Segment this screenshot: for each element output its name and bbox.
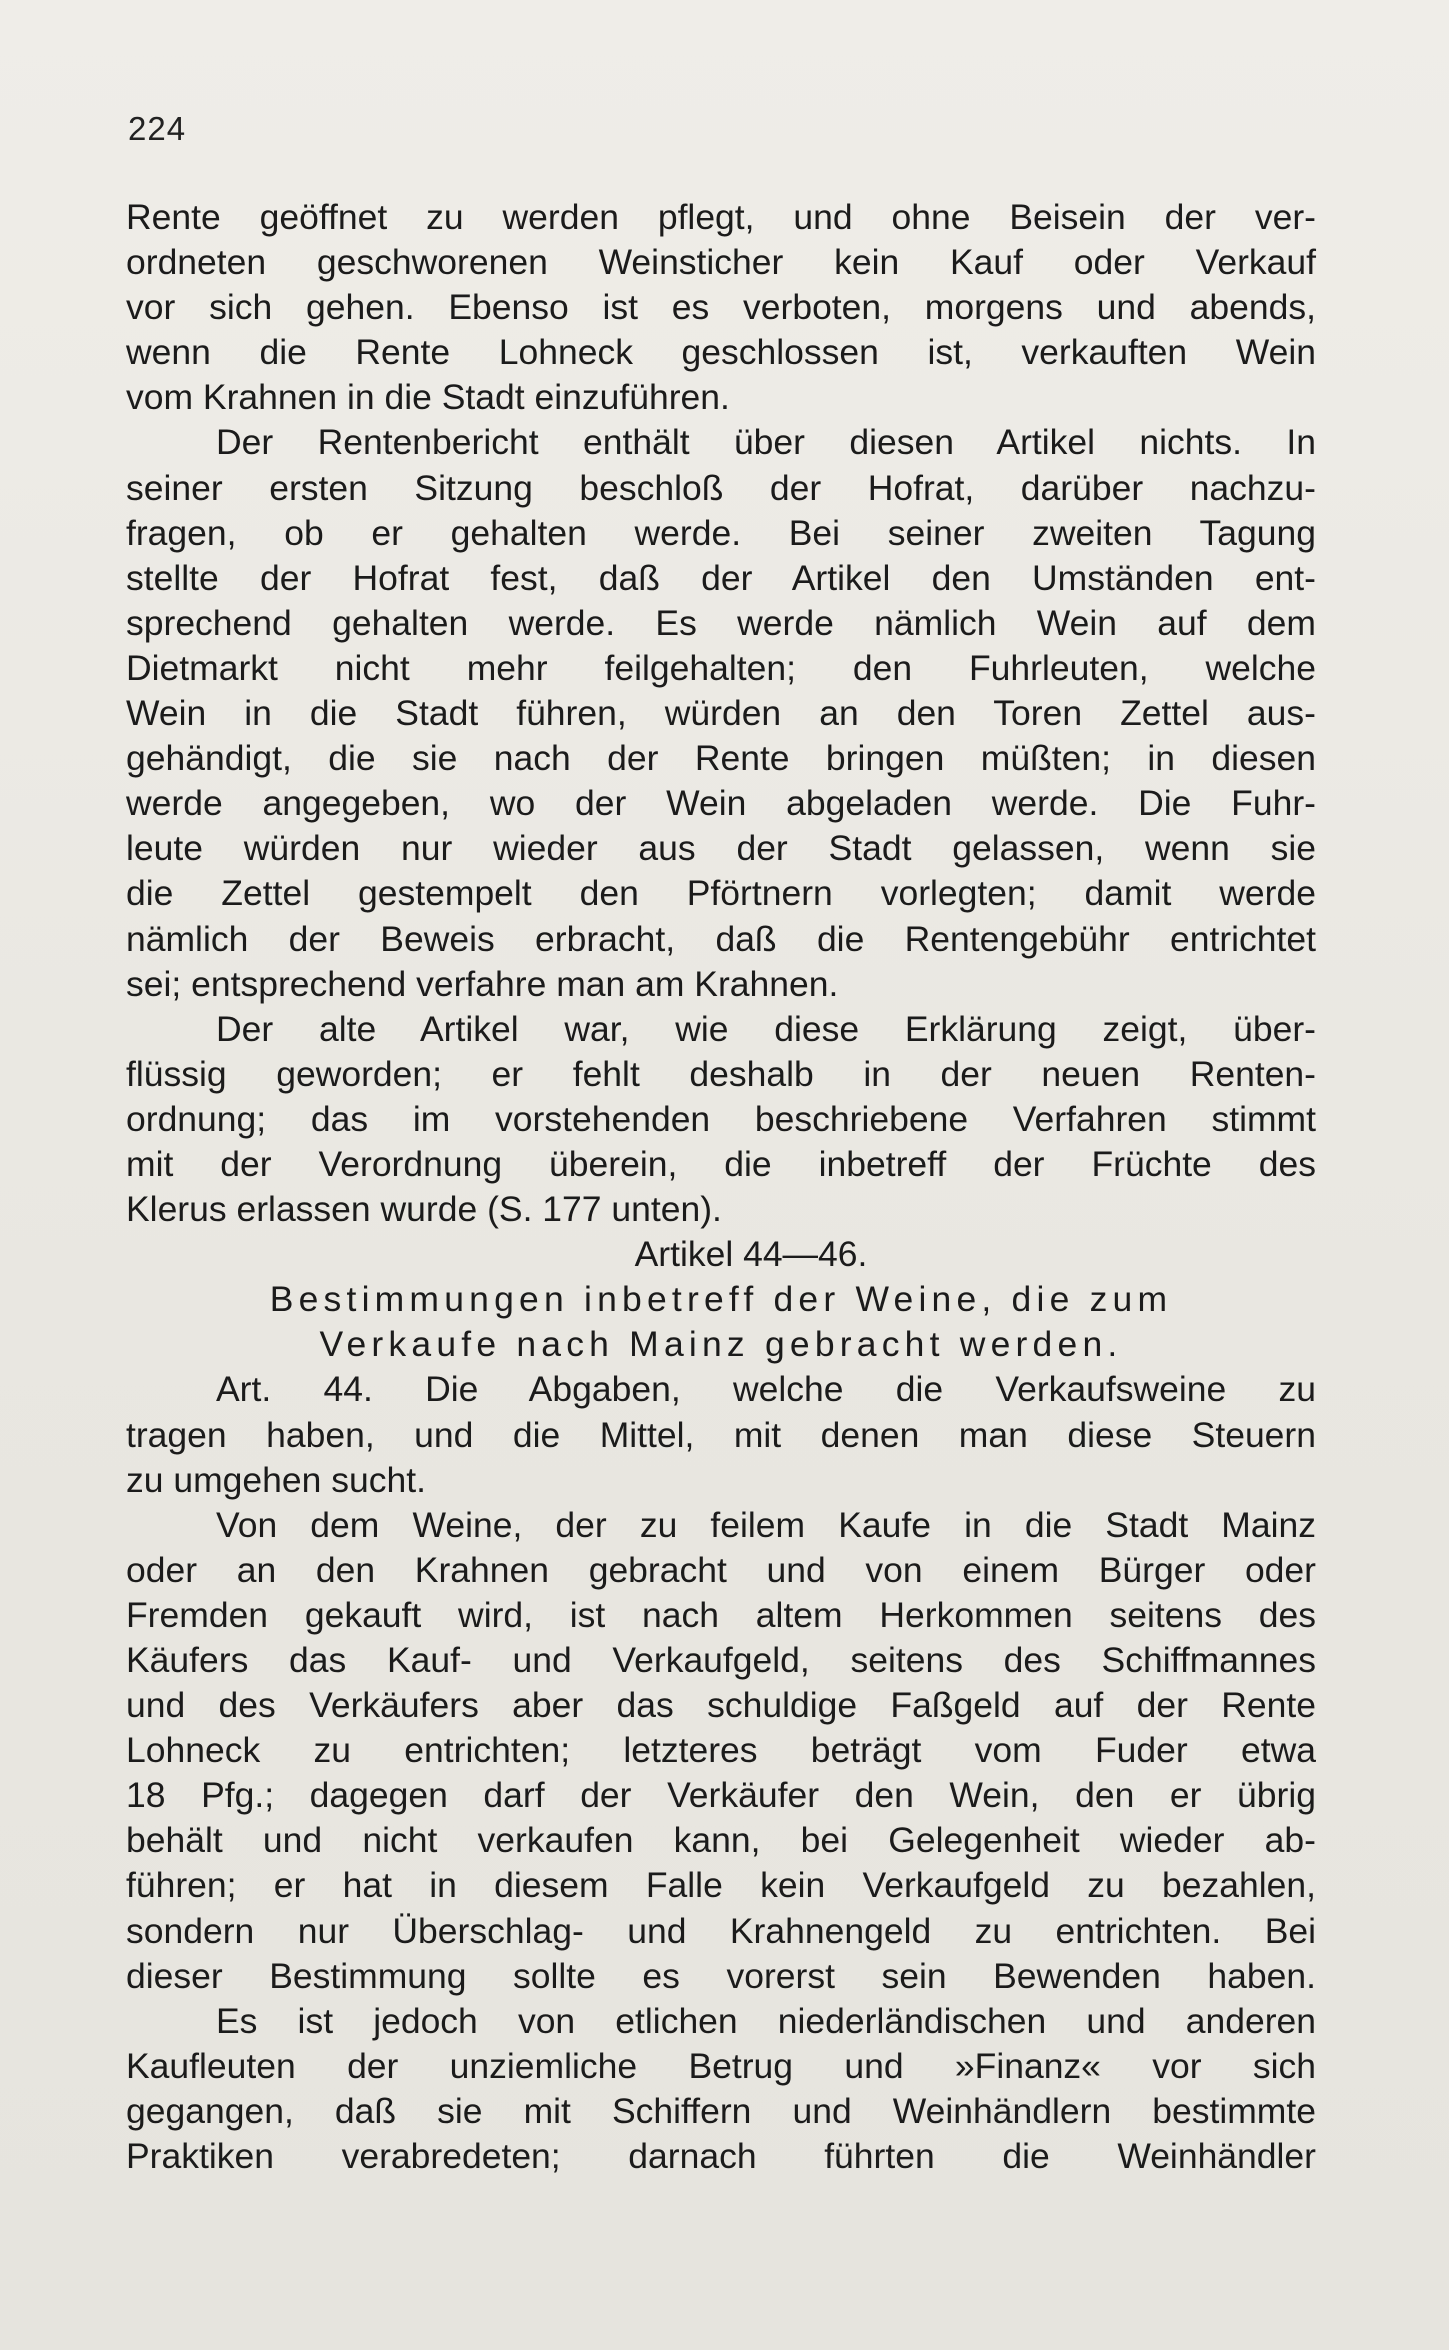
text-line: Wein in die Stadt führen, würden an den Toren Zettel aus- <box>126 693 1316 734</box>
text-line: sei; entsprechend verfahre man am Krahnen. <box>126 963 839 1004</box>
body-text <box>126 195 1316 2179</box>
text-line: seiner ersten Sitzung beschloß der Hofrat, darüber nachzu- <box>126 467 1316 508</box>
text-line: ordneten geschworenen Weinsticher kein Kauf oder Verkauf <box>126 242 1316 283</box>
text-line: behält und nicht verkaufen kann, bei Gelegenheit wieder ab- <box>126 1820 1316 1861</box>
text-line: leute würden nur wieder aus der Stadt gelassen, wenn sie <box>126 828 1316 869</box>
text-line: Praktiken verabredeten; darnach führten die Weinhändler <box>126 2136 1316 2177</box>
section-subheading: Bestimmungen inbetreff der Weine, die zum <box>269 1279 1173 1320</box>
text-line: flüssig geworden; er fehlt deshalb in der neuen Renten- <box>126 1053 1316 1094</box>
text-line: Käufers das Kauf- und Verkaufgeld, seitens des Schiffmannes <box>126 1640 1316 1680</box>
article-heading: Artikel 44—46. <box>634 1234 868 1275</box>
text-line: Der Rentenbericht enthält über diesen Artikel nichts. In <box>216 422 1316 463</box>
text-line: dieser Bestimmung sollte es vorerst sein Bewenden haben. <box>126 1955 1316 1996</box>
text-line: und des Verkäufers aber das schuldige Faßgeld auf der Rente <box>126 1685 1316 1726</box>
text-line: oder an den Krahnen gebracht und von einem Bürger oder <box>126 1549 1316 1590</box>
text-line: stellte der Hofrat fest, daß der Artikel den Umständen ent- <box>126 557 1316 598</box>
text-line: ordnung; das im vorstehenden beschriebene Verfahren stimmt <box>126 1098 1316 1139</box>
text-line: die Zettel gestempelt den Pförtnern vorlegten; damit werde <box>126 873 1316 914</box>
text-line: gehändigt, die sie nach der Rente bringen müßten; in diesen <box>126 738 1316 779</box>
text-line: mit der Verordnung überein, die inbetreff der Früchte des <box>126 1143 1316 1184</box>
text-line: sprechend gehalten werde. Es werde nämlich Wein auf dem <box>126 602 1316 643</box>
text-line: führen; er hat in diesem Falle kein Verkaufgeld zu bezahlen, <box>126 1865 1316 1906</box>
text-line: Fremden gekauft wird, ist nach altem Herkommen seitens des <box>126 1594 1316 1635</box>
text-line: Art. 44. Die Abgaben, welche die Verkaufsweine zu <box>216 1369 1316 1410</box>
text-line: wenn die Rente Lohneck geschlossen ist, verkauften Wein <box>126 332 1316 373</box>
text-line: Kaufleuten der unziemliche Betrug und »Finanz« vor sich <box>126 2045 1316 2086</box>
text-line: Rente geöffnet zu werden pflegt, und ohne Beisein der ver- <box>126 197 1316 237</box>
text-line: gegangen, daß sie mit Schiffern und Weinhändlern bestimmte <box>126 2090 1316 2131</box>
text-line: Lohneck zu entrichten; letzteres beträgt vom Fuder etwa <box>126 1730 1316 1771</box>
text-line: Von dem Weine, der zu feilem Kaufe in die Stadt Mainz <box>216 1504 1316 1545</box>
text-line: Klerus erlassen wurde (S. 177 unten). <box>126 1189 722 1230</box>
section-subheading: Verkaufe nach Mainz gebracht werden. <box>319 1324 1123 1365</box>
text-line: zu umgehen sucht. <box>126 1459 426 1500</box>
text-line: Der alte Artikel war, wie diese Erklärung zeigt, über- <box>216 1008 1316 1049</box>
text-line: sondern nur Überschlag- und Krahnengeld zu entrichten. Bei <box>126 1910 1316 1951</box>
text-line: Es ist jedoch von etlichen niederländischen und anderen <box>216 2000 1316 2041</box>
text-line: nämlich der Beweis erbracht, daß die Rentengebühr entrichtet <box>126 918 1316 959</box>
text-line: tragen haben, und die Mittel, mit denen man diese Steuern <box>126 1414 1316 1455</box>
page-number: 224 <box>128 110 187 147</box>
text-line: 18 Pfg.; dagegen darf der Verkäufer den Wein, den er übrig <box>126 1775 1316 1816</box>
text-line: fragen, ob er gehalten werde. Bei seiner zweiten Tagung <box>126 512 1316 553</box>
text-line: vom Krahnen in die Stadt einzuführen. <box>126 377 730 418</box>
text-line: vor sich gehen. Ebenso ist es verboten, morgens und abends, <box>126 287 1316 328</box>
text-line: Dietmarkt nicht mehr feilgehalten; den Fuhrleuten, welche <box>126 647 1316 688</box>
text-line: werde angegeben, wo der Wein abgeladen werde. Die Fuhr- <box>126 783 1316 824</box>
